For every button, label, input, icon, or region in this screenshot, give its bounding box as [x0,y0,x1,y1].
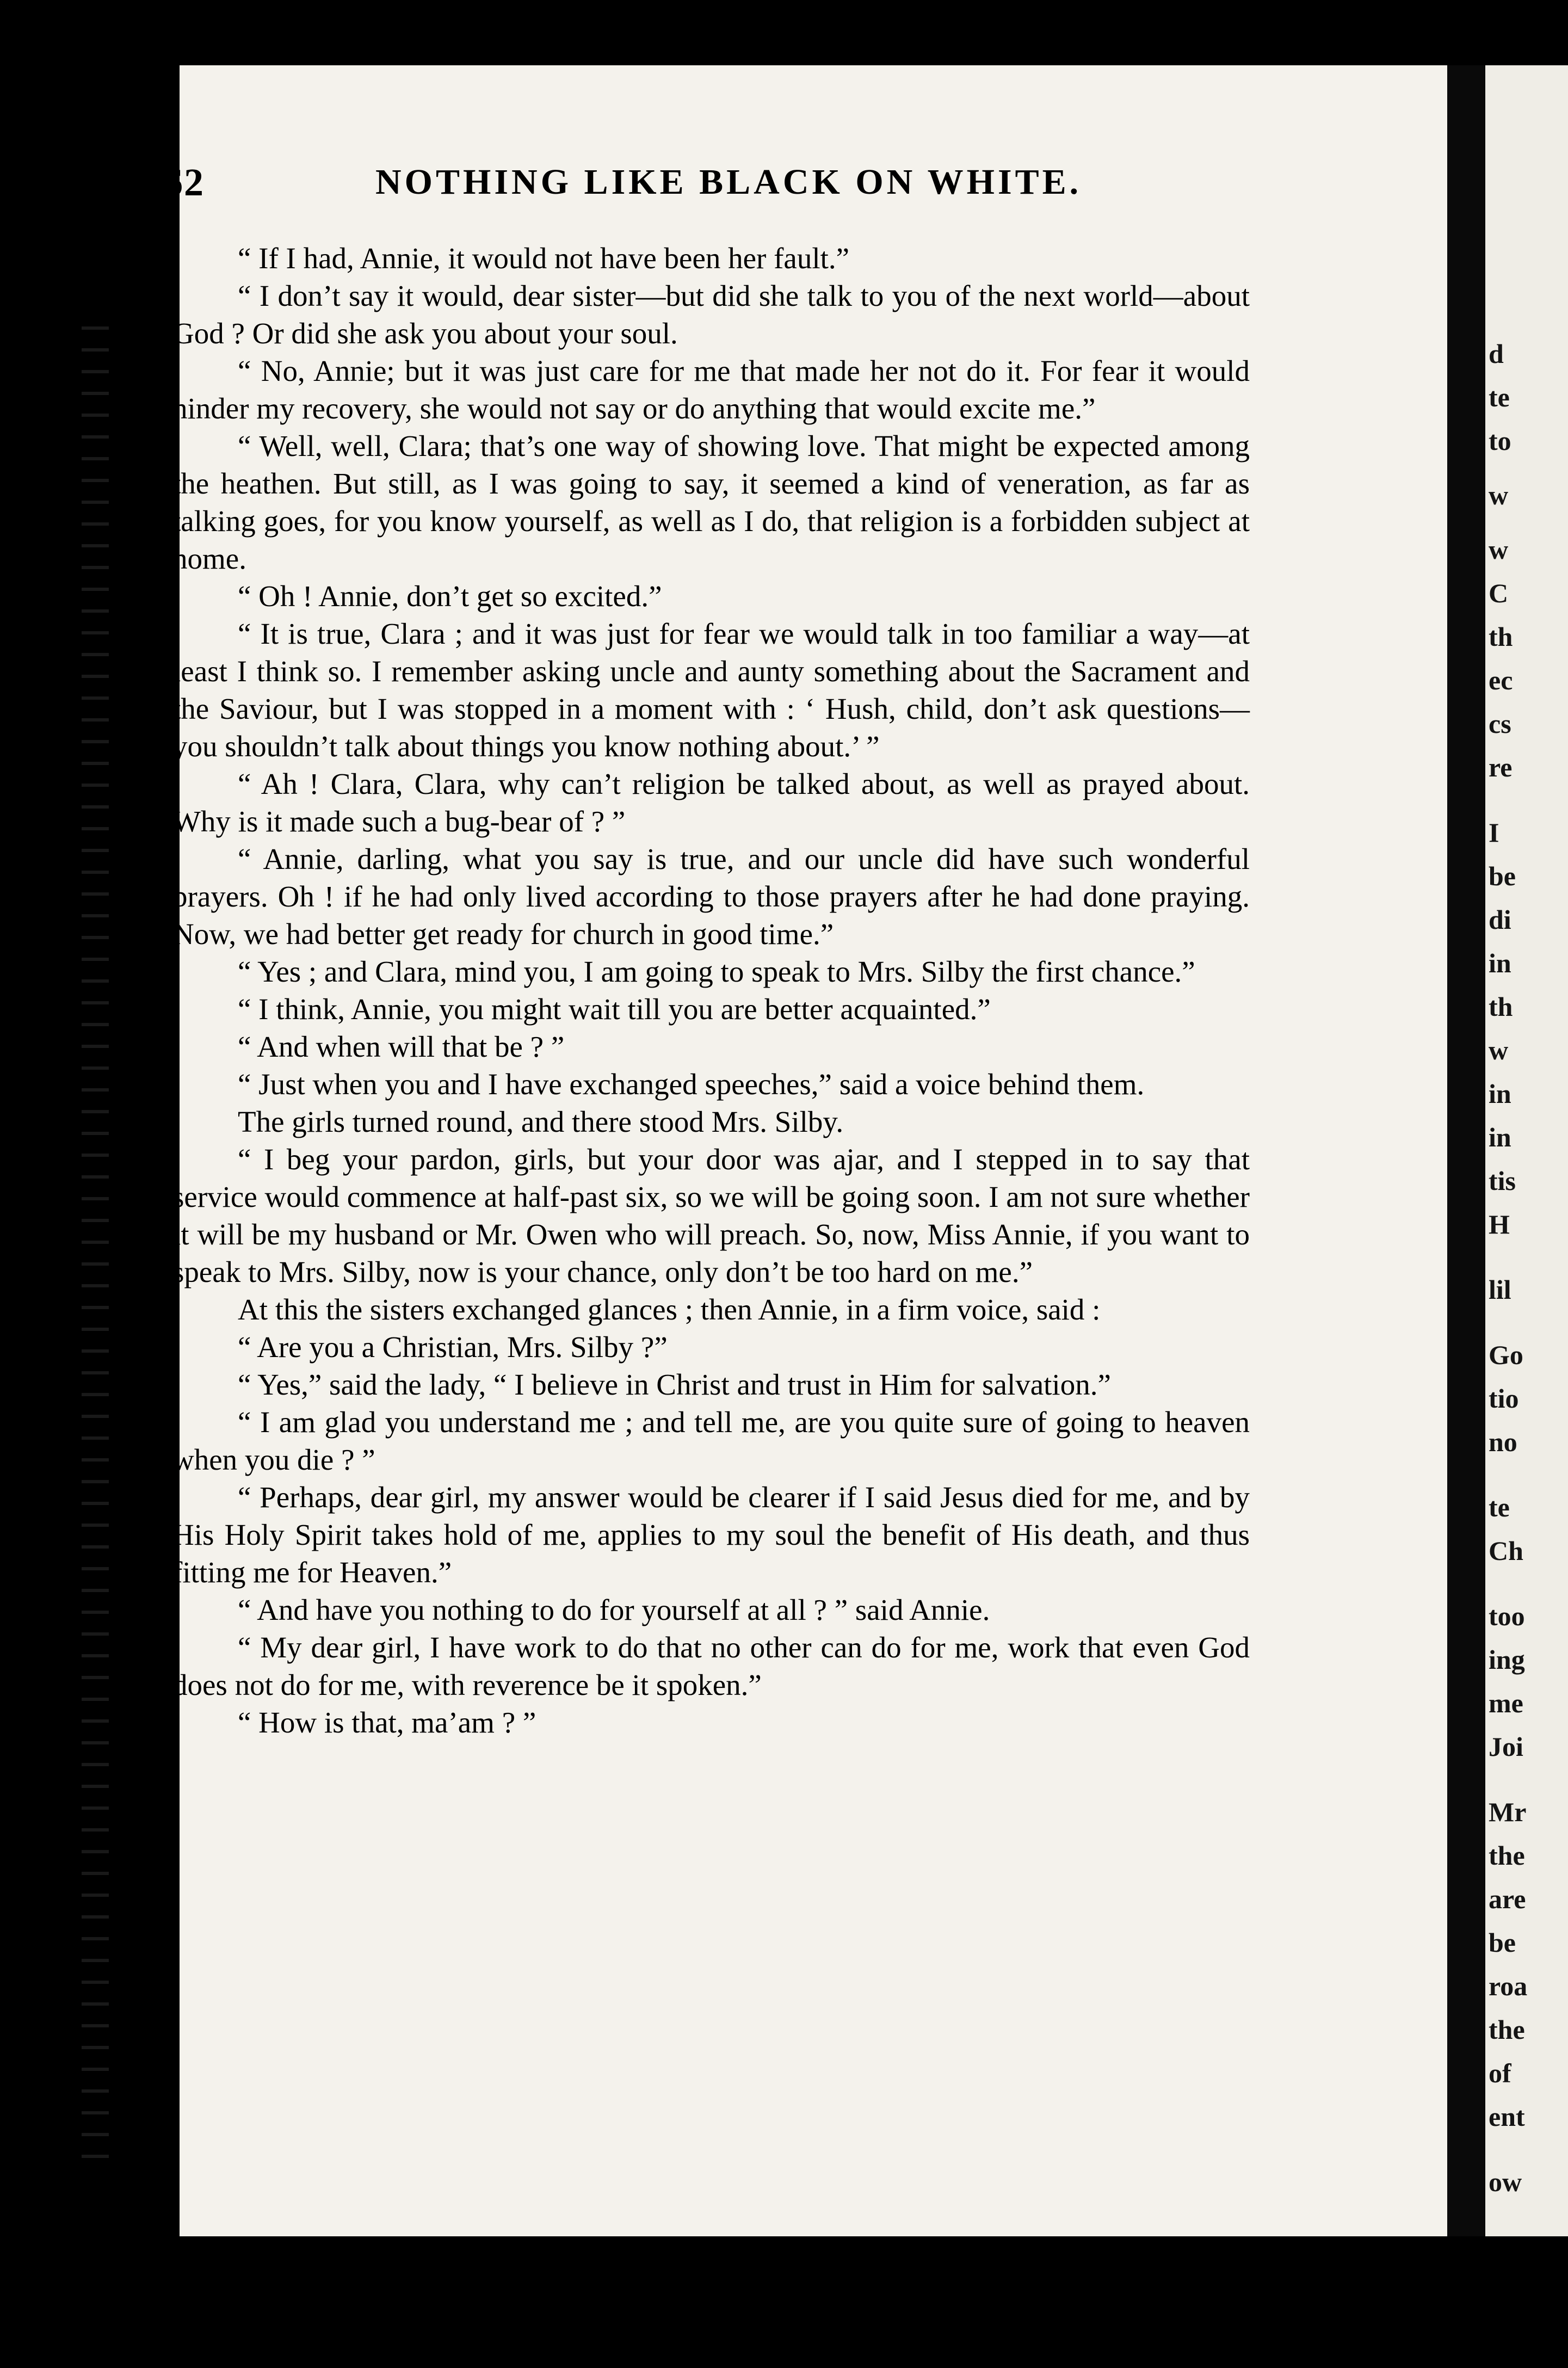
page-header [163,155,1224,209]
adjacent-page-fragment: of [1489,2058,1511,2088]
adjacent-page-fragment: cs [1489,708,1511,739]
adjacent-page-fragment: to [1489,425,1511,456]
paragraph: “ I beg your pardon, girls, but your door was ajar, and I stepped in to say that service would commence at half-past six, so we will be going soon. I am not sure whether it will be my husband or Mr. Owen who will preach. So, now, Miss Annie, if you want to speak to Mrs. Silby, now is your chance, only don’t be too hard on me.” [172,1143,1250,1288]
adjacent-page-fragment: ec [1489,665,1513,695]
adjacent-page-fragment: too [1489,1601,1525,1631]
page-body [172,239,1250,1741]
adjacent-page-fragment: lil [1489,1274,1511,1305]
page-gutter [1447,65,1485,2236]
adjacent-page-fragment: w [1489,1035,1509,1065]
paragraph: “ I am glad you understand me ; and tell me, are you quite sure of going to heaven when you die ? ” [172,1405,1250,1476]
adjacent-page-fragment: tio [1489,1383,1519,1414]
paragraph: “ Well, well, Clara; that’s one way of showing love. That might be expected among the heathen. But still, as I was going to say, it seemed a kind of veneration, as far as talking goes, for you know yourself, as well as I do, that religion is a forbidden subject at home. [172,429,1250,575]
running-title: NOTHING LIKE BLACK ON WHITE. [375,162,1082,202]
adjacent-page-fragment: ow [1489,2167,1522,2197]
paragraph: “ It is true, Clara ; and it was just for fear we would talk in too familiar a way—at least I think so. I remember asking uncle and aunty something about the Sacrament and the Saviour, but I was stopped in a moment with : ‘ Hush, child, don’t ask questions—you shouldn’t talk about things you know nothing about.’ ” [172,617,1250,763]
adjacent-page-fragment: Joi [1489,1731,1523,1762]
paragraph: “ Yes,” said the lady, “ I believe in Christ and trust in Him for salvation.” [238,1368,1111,1401]
adjacent-page-fragment: te [1489,382,1510,412]
adjacent-page-fragment: te [1489,1492,1510,1522]
adjacent-page-fragment: th [1489,991,1513,1022]
page-number: 62 [163,161,205,204]
paragraph: At this the sisters exchanged glances ; then Annie, in a firm voice, said : [238,1293,1101,1326]
paragraph: “ I think, Annie, you might wait till you are better acquainted.” [238,992,991,1026]
adjacent-page-fragment: the [1489,2014,1525,2045]
paragraph: “ And have you nothing to do for yourself at all ? ” said Annie. [238,1593,990,1626]
adjacent-page-fragment: roa [1489,1971,1528,2001]
adjacent-page-fragment: C [1489,578,1509,608]
adjacent-page-fragment: th [1489,621,1513,652]
adjacent-page-fragment: w [1489,534,1509,565]
adjacent-page-fragment: be [1489,1927,1516,1958]
paragraph: “ No, Annie; but it was just care for me that made her not do it. For fear it would hinder my recovery, she would not say or do anything that would excite me.” [172,354,1250,425]
adjacent-page-fragment: ing [1489,1644,1525,1675]
adjacent-page-fragment: Ch [1489,1535,1523,1566]
paragraph: “ Are you a Christian, Mrs. Silby ?” [238,1330,668,1364]
adjacent-page-fragment: in [1489,948,1511,978]
paragraph: “ Annie, darling, what you say is true, and our uncle did have such wonderful prayers. Oh ! if he had only lived according to those prayers after he had done praying. Now, we had better get ready for church in good time.” [172,842,1250,951]
adjacent-page-edge [1485,65,1568,2236]
paragraph: “ If I had, Annie, it would not have been her fault.” [238,242,850,275]
paragraph: “ Ah ! Clara, Clara, why can’t religion be talked about, as well as prayed about. Why is it made such a bug-bear of ? ” [172,767,1250,838]
adjacent-page-fragment: the [1489,1840,1525,1871]
adjacent-page-fragment: Mr [1489,1797,1527,1827]
adjacent-page-fragment: di [1489,904,1511,935]
adjacent-page-fragment: ent [1489,2101,1525,2132]
paragraph: “ Perhaps, dear girl, my answer would be clearer if I said Jesus died for me, and by His Holy Spirit takes hold of me, applies to my soul the benefit of His death, and thus fitting me for Heaven.” [172,1481,1250,1589]
paragraph: “ Just when you and I have exchanged speeches,” said a voice behind them. [238,1068,1145,1101]
paragraph: “ My dear girl, I have work to do that no other can do for me, work that even God does not do for me, with reverence be it spoken.” [172,1631,1250,1701]
paragraph: The girls turned round, and there stood Mrs. Silby. [238,1105,844,1138]
adjacent-page-fragment: in [1489,1078,1511,1109]
adjacent-page-fragment: me [1489,1688,1523,1718]
adjacent-page-fragment: I [1489,817,1499,848]
adjacent-page-fragment: re [1489,752,1513,782]
adjacent-page-fragment: H [1489,1209,1510,1240]
adjacent-page-fragment: d [1489,338,1504,369]
adjacent-page-fragment: tis [1489,1166,1516,1196]
paragraph: “ I don’t say it would, dear sister—but did she talk to you of the next world—about God ? Or did she ask you about your soul. [172,279,1250,350]
paragraph: “ Oh ! Annie, don’t get so excited.” [238,579,662,613]
adjacent-page-fragment: in [1489,1122,1511,1152]
paragraph: “ And when will that be ? ” [238,1030,565,1063]
adjacent-page-fragment: Go [1489,1340,1523,1370]
binding-edge [82,326,109,2176]
adjacent-page-fragment: are [1489,1884,1526,1914]
adjacent-page-fragment: be [1489,861,1516,891]
adjacent-page-fragment: no [1489,1427,1517,1457]
paragraph: “ Yes ; and Clara, mind you, I am going to speak to Mrs. Silby the first chance.” [238,955,1195,988]
paragraph: “ How is that, ma’am ? ” [238,1706,536,1739]
adjacent-page-fragment: w [1489,480,1509,510]
